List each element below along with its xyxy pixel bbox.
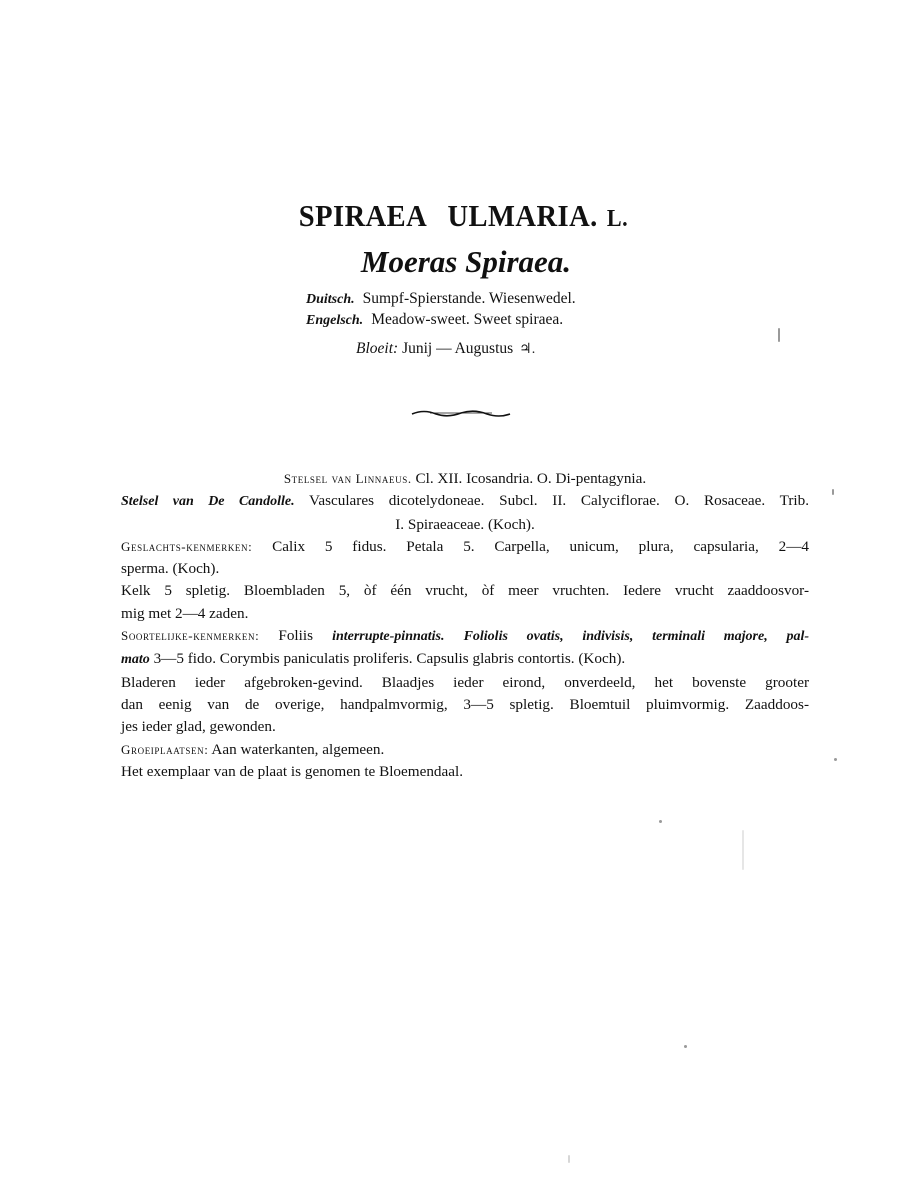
genus-label: Geslachts-kenmerken:	[121, 538, 253, 554]
species-dutch	[121, 672, 809, 694]
title-genus: SPIRAEA	[298, 198, 428, 233]
latin-title	[37, 198, 890, 234]
common-name-row-german	[306, 289, 576, 310]
linnaeus-system	[121, 468, 809, 490]
scan-speck	[834, 758, 837, 761]
language-label: Engelsch.	[306, 313, 364, 328]
genus-dutch-cont	[121, 603, 809, 625]
scan-speck	[832, 489, 834, 495]
linnaeus-text: Cl. XII. Icosandria. O. Di-pentagynia.	[415, 470, 647, 487]
candolle-system	[121, 490, 809, 513]
flowering-period	[356, 340, 535, 358]
scan-speck	[684, 1045, 687, 1048]
candolle-line-1: Vasculares dicotelydoneae. Subcl. II. Calyciflorae. O. Rosaceae. Trib.	[309, 492, 810, 510]
common-names	[306, 289, 576, 331]
ornamental-divider	[410, 406, 512, 420]
species-characters-cont	[121, 648, 809, 671]
common-name-row-english	[306, 310, 576, 331]
dutch-name: Moeras Spiraea.	[360, 244, 572, 279]
species-text-b: interrupte-pinnatis.	[332, 629, 445, 645]
flowering-label: Bloeit:	[356, 340, 399, 357]
genus-dutch	[121, 580, 809, 602]
title-author: L.	[606, 206, 629, 232]
genus-line-1: Calix 5 fidus. Petala 5. Carpella, unicum, plura, capsularia, 2—4	[272, 537, 810, 555]
species-characters	[121, 625, 809, 648]
genus-nl-line-1: Kelk 5 spletig. Bloembladen 5, òf één vrucht, òf meer vruchten. Iedere vrucht zaaddoosvor-	[121, 582, 809, 600]
genus-nl-line-2: mig met 2—4 zaden.	[121, 604, 249, 622]
scan-speck	[778, 328, 780, 342]
genus-characters	[121, 536, 809, 558]
candolle-system-cont	[121, 514, 809, 536]
species-nl-line-3: jes ieder glad, gewonden.	[121, 718, 276, 736]
perennial-symbol: ♃.	[519, 342, 536, 357]
linnaeus-label: Stelsel van Linnaeus.	[283, 471, 412, 486]
title-species: ULMARIA.	[447, 198, 598, 233]
species-nl-line-1: Bladeren ieder afgebroken-gevind. Blaadjes ieder eirond, onverdeeld, het bovenste grooter	[121, 673, 809, 691]
species-dutch-2	[121, 694, 809, 716]
botanical-description	[121, 468, 809, 783]
genus-characters-cont	[121, 558, 809, 580]
species-text-a: Foliis	[278, 627, 314, 645]
habitat	[121, 739, 809, 761]
common-name-text: Meadow-sweet. Sweet spiraea.	[371, 311, 564, 328]
species-line-2b: 3—5 fido. Corymbis paniculatis proliferis. Capsulis glabris contortis. (Koch).	[153, 650, 626, 668]
scan-speck	[568, 1155, 570, 1163]
scan-speck	[742, 830, 744, 870]
species-text-c: Foliolis ovatis, indivisis, terminali majore, pal-	[463, 629, 810, 645]
common-name-text: Sumpf-Spierstande. Wiesenwedel.	[362, 290, 576, 307]
plate-note-text: Het exemplaar van de plaat is genomen te Bloemendaal.	[121, 762, 464, 780]
species-dutch-3	[121, 716, 809, 738]
species-line-2a: mato	[121, 652, 150, 668]
scan-speck	[659, 820, 662, 823]
flowering-months: Junij — Augustus	[402, 340, 514, 357]
species-nl-line-2: dan eenig van de overige, handpalmvormig, 3—5 spletig. Bloemtuil pluimvormig. Zaaddoos-	[121, 695, 809, 713]
plate-note	[121, 761, 809, 783]
genus-line-2: sperma. (Koch).	[121, 560, 220, 578]
candolle-label: Stelsel van De Candolle.	[121, 494, 295, 510]
language-label: Duitsch.	[306, 292, 355, 307]
habitat-label: Groeiplaatsen:	[121, 741, 209, 757]
candolle-line-2: I. Spiraeaceae. (Koch).	[395, 515, 535, 533]
species-label: Soortelijke-kenmerken:	[121, 628, 260, 644]
habitat-text: Aan waterkanten, algemeen.	[211, 740, 385, 758]
